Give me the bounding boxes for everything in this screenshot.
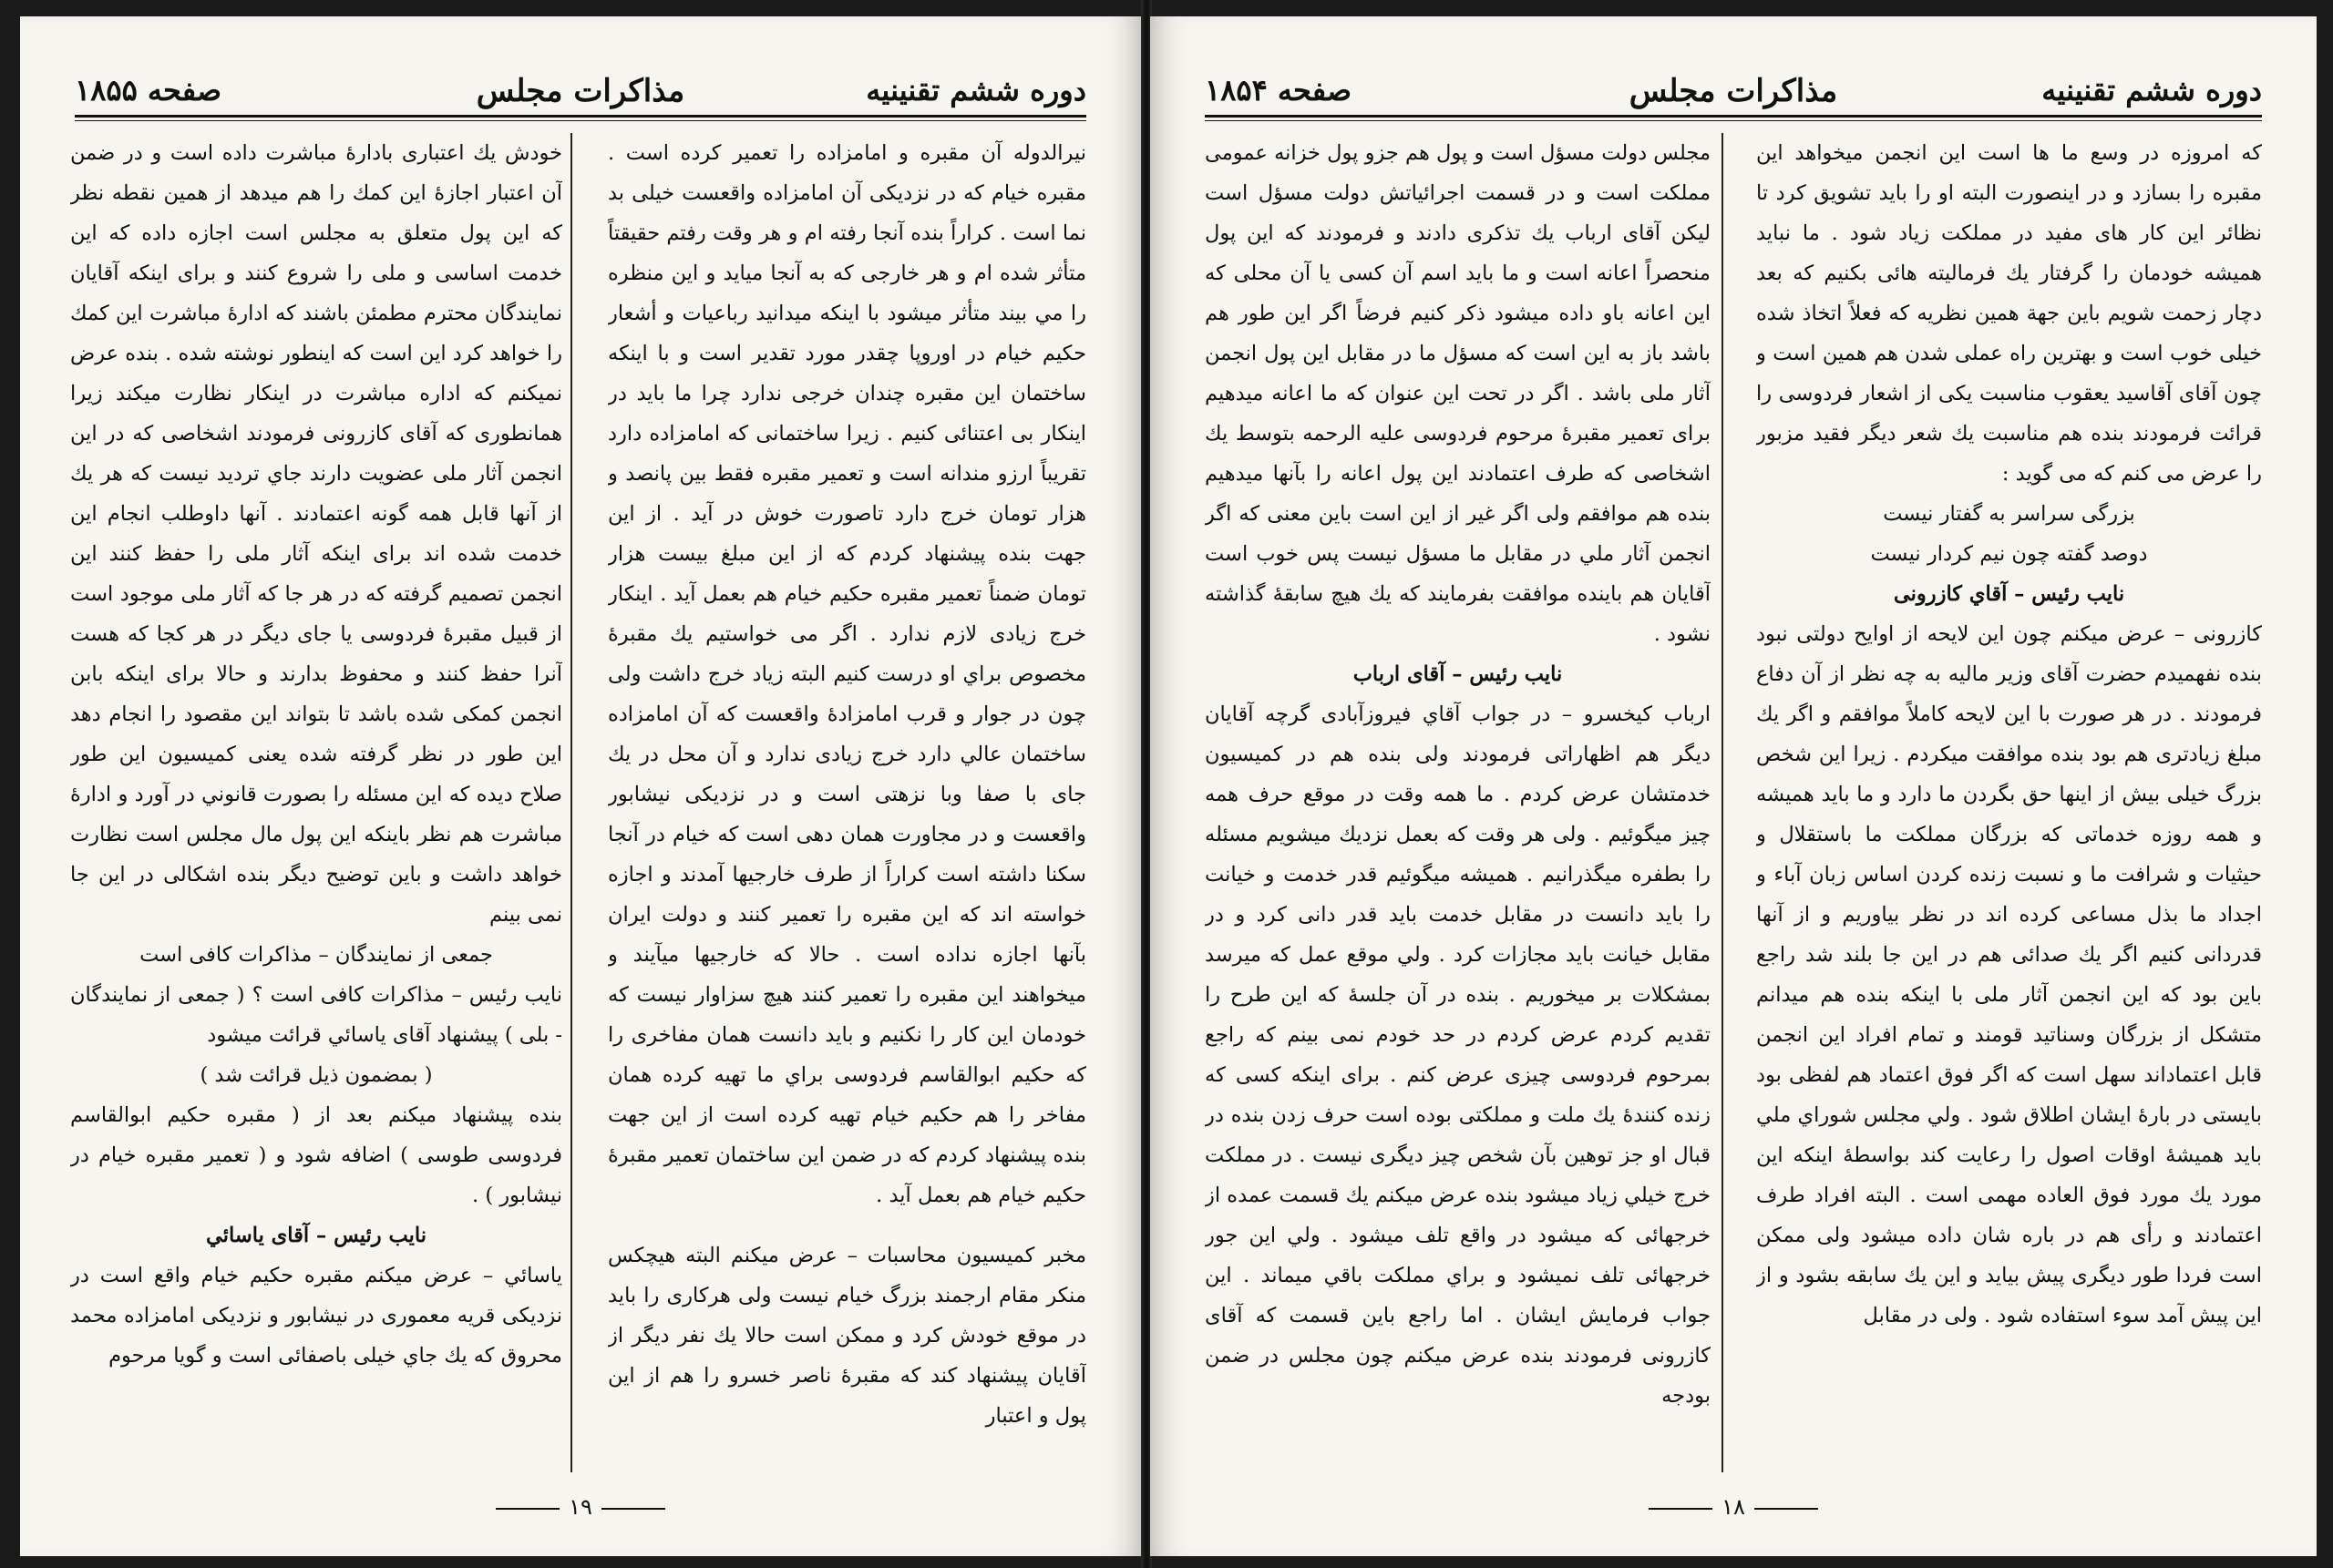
column-divider bbox=[1721, 133, 1723, 1472]
column-left bbox=[1205, 133, 1711, 1500]
header-page-number: صفحه ۱۸۵۴ bbox=[1205, 73, 1352, 108]
column-right bbox=[1756, 133, 2262, 1500]
speaker-line: نایب رئیس – آقای یاسائي bbox=[206, 1224, 427, 1247]
header-page-number: صفحه ۱۸۵۵ bbox=[75, 73, 222, 108]
page-footer bbox=[1150, 1494, 2317, 1520]
note-line: ( بمضمون ذیل قرائت شد ) bbox=[200, 1063, 433, 1087]
speaker-line: نایب رئیس – آقای ارباب bbox=[1352, 662, 1563, 686]
paragraph: که امروزه در وسع ما ها است این انجمن میخواهد این مقبره را بسازد و در اینصورت البته او را باید تشویق کرد تا نظائر این کار های مفید در مملکت زیاد شود . ما نباید همیشه خودمان را گرفتار یك فرمالیته هائی بکنیم که بعد دچار زحمت شویم باین جهة همین نظریه که فعلاً اتخاذ شده خیلی خوب است و بهترین راه عملی شدن هم همین است و چون آقای آقاسید یعقوب مناسبت یکی از اشعار فردوسی را قرائت فرمودند بنده هم مناسبت یك شعر دیگر فقید مزبور را عرض می کنم که می گوید : bbox=[1756, 141, 2262, 486]
paragraph: کازرونی – عرض میکنم چون این لایحه از اوایح دولتی نبود بنده نفهمیدم حضرت آقای وزیر مالیه به چه نظر از آن دفاع فرمودند . در هر صورت با این لایحه کاملاً موافقم و اگر یك مبلغ زیادتری هم بود بنده موافقت میکردم . زیرا این شخص بزرگ خیلی بیش از اینها حق بگردن ما دارد و ما باید همیشه و همه روزه خدماتی که بزرگان مملکت ما باستقلال و حیثیات و شرافت ما و نسبت زنده کردن اساس زبان آباء و اجداد ما بذل مساعی کرده اند در نظر بیاوریم و از آنها قدردانی کنیم اگر یك صدائی هم در این جا بلند شد راجع باین بود که این انجمن آثار ملی با اینکه بنده هم میدانم متشکل از بزرگان وسناتید قومند و تمام افراد این انجمن قابل اعتماداند سهل است که اگر فوق اعتماد هم لفظی بود بایستی در بارهٔ ایشان اطلاق شود . ولي مجلس شوراي ملي باید همیشهٔ اوقات اصول را رعایت کند بواسطهٔ اینکه این مورد یك مورد فوق العاده مهمی است . البته افراد طرف اعتمادند و رأی هم در باره شان داده میشود ولی ممکن است فردا طور دیگری پیش بیاید و این یك سابقه بشود و از این پیش آمد سوء استفاده شود . ولی در مقابل bbox=[1756, 622, 2262, 1327]
header-term: دوره ششم تقنینیه bbox=[866, 73, 1086, 108]
column-divider bbox=[570, 133, 572, 1472]
header-rule bbox=[75, 115, 1086, 118]
header-rule-thin bbox=[1205, 120, 2262, 121]
column-right bbox=[608, 133, 1086, 1500]
speaker-line: نایب رئیس – آقاي کازرونی bbox=[1893, 582, 2125, 606]
paragraph: مخبر کمیسیون محاسبات – عرض میکنم البته هیچکس منکر مقام ارجمند بزرگ خیام نیست ولی هرکاری را باید در موقع خودش کرد و ممکن است حالا یك نفر دیگر از آقایان پیشنهاد کند که مقبرهٔ ناصر خسرو را هم از این پول و اعتبار bbox=[608, 1244, 1086, 1428]
page-footer bbox=[20, 1494, 1141, 1520]
footer-page-number: ۱۹ bbox=[569, 1494, 592, 1520]
paragraph: نیرالدوله آن مقبره و امامزاده را تعمیر کرده است . مقبره خیام که در نزدیکی آن امامزاده واقعست خیلی بد نما است . کراراً بنده آنجا رفته ام و هر وقت رفتم حقیقتاً متأثر شده ام و هر خارجی که به آنجا میاید و این منظره را مي بيند متأثر میشود با اینکه میدانید رباعیات و أشعار حکیم خیام در اوروپا چقدر مورد تقدیر است و با اینکه ساختمان این مقبره چندان خرجی ندارد چرا ما باید در اینکار بی اعتنائی کنیم . زیرا ساختمانی که امامزاده دارد تقریباً ارزو مندانه است و تعمیر مقبره فقط بین پانصد و هزار تومان خرج دارد تاصورت خوش در آید . از این جهت بنده پیشنهاد کردم که از این مبلغ بیست هزار تومان ضمناً تعمیر مقبره حکیم خیام هم بعمل آید . اینکار خرج زیادی لازم ندارد . اگر می خواستیم یك مقبرهٔ مخصوص براي او درست کنیم البته زیاد خرج داشت ولی چون در جوار و قرب امامزادهٔ واقعست که آن امامزاده ساختمان عالي دارد خرج زیادی ندارد و آن محل در یك جای با صفا وبا نزهتی است و در نزدیکی نیشابور واقعست و در مجاورت همان دهی است که خیام در آنجا سکنا داشته است کراراً از طرف خارجیها آمدند و اجازه خواسته اند که این مقبره را تعمیر کنند و دولت ایران بآنها اجازه نداده است . حالا که خارجیها میآیند و میخواهند این مقبره را تعمیر کنند هیچ سزاوار نیست که خودمان این کار را نکنیم و باید دانست همان مفاخری را که حکیم ابوالقاسم فردوسی براي ما تهیه کرده همان مفاخر را هم حکیم خیام تهیه کرده است از این جهت بنده پیشنهاد کردم که در ضمن این ساختمان تعمیر مقبرهٔ حکیم خیام هم بعمل آید . bbox=[608, 141, 1086, 1207]
header-title: مذاکرات مجلس bbox=[476, 73, 685, 109]
footer-page-number: ۱۸ bbox=[1721, 1494, 1745, 1520]
verse-line: دوصد گفته چون نیم کردار نیست bbox=[1870, 542, 2148, 566]
column-left bbox=[70, 133, 562, 1500]
header-title: مذاکرات مجلس bbox=[1629, 73, 1838, 109]
header-rule-thin bbox=[75, 120, 1086, 121]
page-header bbox=[75, 64, 1086, 118]
header-rule bbox=[1205, 115, 2262, 118]
paragraph: خودش یك اعتباری بادارهٔ مباشرت داده است و در ضمن آن اعتبار اجازهٔ این کمك را هم میدهد از همین نقطه نظر که این پول متعلق به مجلس است اجازه داده که این خدمت اساسی و ملی را شروع کنند و برای اینکه آقایان نمایندگان محترم مطمئن باشند که ادارهٔ مباشرت این کمك را خواهد کرد این است که اینطور نوشته شده . بنده عرض نمیکنم که اداره مباشرت در اینکار نظارت میکند زیرا همانطوری که آقای کازرونی فرمودند اشخاصی که در این انجمن آثار ملی عضویت دارند جاي تردید نیست که هر یك از آنها قابل همه گونه اعتمادند . آنها داوطلب انجام این خدمت شده اند برای اینکه آثار ملی را حفظ کنند این انجمن تصمیم گرفته که در هر جا که آثار ملی موجود است از قبیل مقبرهٔ فردوسی یا جای دیگر در هر کجا که هست آنرا حفظ کنند و محفوظ بدارند و حالا برای اینکه بابن انجمن کمکی شده باشد تا بتواند این مقصود را انجام دهد این طور در نظر گرفته شده یعنی کمیسیون این طور صلاح دیده که این مسئله را بصورت قانوني در آورد و ادارهٔ مباشرت هم نظر باینکه این پول مال مجلس است نظارت خواهد داشت و باین توضیح دیگر بنده اشکالی در این جا نمی بینم bbox=[70, 141, 562, 927]
page-1855 bbox=[20, 16, 1141, 1556]
paragraph: ارباب کیخسرو – در جواب آقاي فیروزآبادی گرچه آقایان دیگر هم اظهاراتی فرمودند ولی بنده هم در کمیسیون خدمتشان عرض کردم . ما همه وقت در موقع حرف همه چیز میگوئیم . ولی هر وقت که بعمل نزدیك میشویم مسئله را بطفره میگذرانیم . همیشه میگوئیم قدر خدمت و خیانت را باید دانست در مقابل خدمت باید قدر دانی کرد و در مقابل خیانت باید مجازات کرد . ولي موقع عمل که میرسد بمشکلات بر میخوریم . بنده در آن جلسهٔ که این طرح را تقدیم کردم عرض کردم در حد خودم نمی بینم که راجع بمرحوم فردوسی چیزی عرض کنم . برای اینکه کسی که زنده کنندهٔ یك ملت و مملکتی بوده است حرف زدن بنده در قبال او جز توهین بآن شخص چیز دیگری نیست . در مملکت خرج خیلي زیاد میشود بنده عرض میکنم یك قسمت عمده از خرجهائی که میشود در واقع تلف میشود . ولي این جور خرجهائی تلف نمیشود و براي مملکت باقي میماند . این جواب فرمایش ایشان . اما راجع باین قسمت که آقای کازرونی فرمودند بنده عرض میکنم چون مجلس در ضمن بودجه bbox=[1205, 702, 1711, 1408]
paragraph: بنده پیشنهاد میکنم بعد از ( مقبره حکیم ابوالقاسم فردوسی طوسی ) اضافه شود و ( تعمیر مقبره خیام در نیشابور ) . bbox=[70, 1103, 562, 1207]
verse-line: بزرگی سراسر به گفتار نیست bbox=[1883, 502, 2135, 526]
header-term: دوره ششم تقنینیه bbox=[2041, 73, 2262, 108]
paragraph: یاسائي – عرض میکنم مقبره حکیم خیام واقع است در نزدیکی قریه معموری در نیشابور و نزدیکی امامزاده محمد محروق که یك جاي خیلی باصفائی است و گویا مرحوم bbox=[70, 1264, 562, 1368]
page-1854 bbox=[1150, 16, 2317, 1556]
speaker-line: جمعی از نمایندگان – مذاکرات کافی است bbox=[139, 943, 493, 967]
page-header bbox=[1205, 64, 2262, 118]
paragraph: نایب رئیس – مذاکرات کافی است ؟ ( جمعی از نمایندگان - بلی ) پیشنهاد آقای یاسائي قرائت میشود bbox=[70, 983, 562, 1047]
paragraph: مجلس دولت مسؤل است و پول هم جزو پول خزانه عمومی مملکت است و در قسمت اجرائیاتش دولت مسؤل است لیکن آقای ارباب یك تذکری دادند و فرمودند که این پول منحصراً اعانه است و ما باید اسم آن کسی یا آن محلی که این اعانه باو داده میشود ذکر کنیم فرضاً اگر این طور هم باشد باز به این است که مسؤل ما در مقابل این پول انجمن آثار ملی باشد . اگر در تحت این عنوان که ما اعانه میدهیم برای تعمیر مقبرهٔ مرحوم فردوسی علیه الرحمه بتوسط یك اشخاصی که طرف اعتمادند این پول اعانه را بآنها میدهیم بنده هم موافقم ولی اگر غیر از این است باین معنی که اگر انجمن آثار ملي در مقابل ما مسؤل نیست پس خوب است آقایان هم باینده موافقت بفرمایند که یك هیچ سابقهٔ گذاشته نشود . bbox=[1205, 141, 1711, 646]
